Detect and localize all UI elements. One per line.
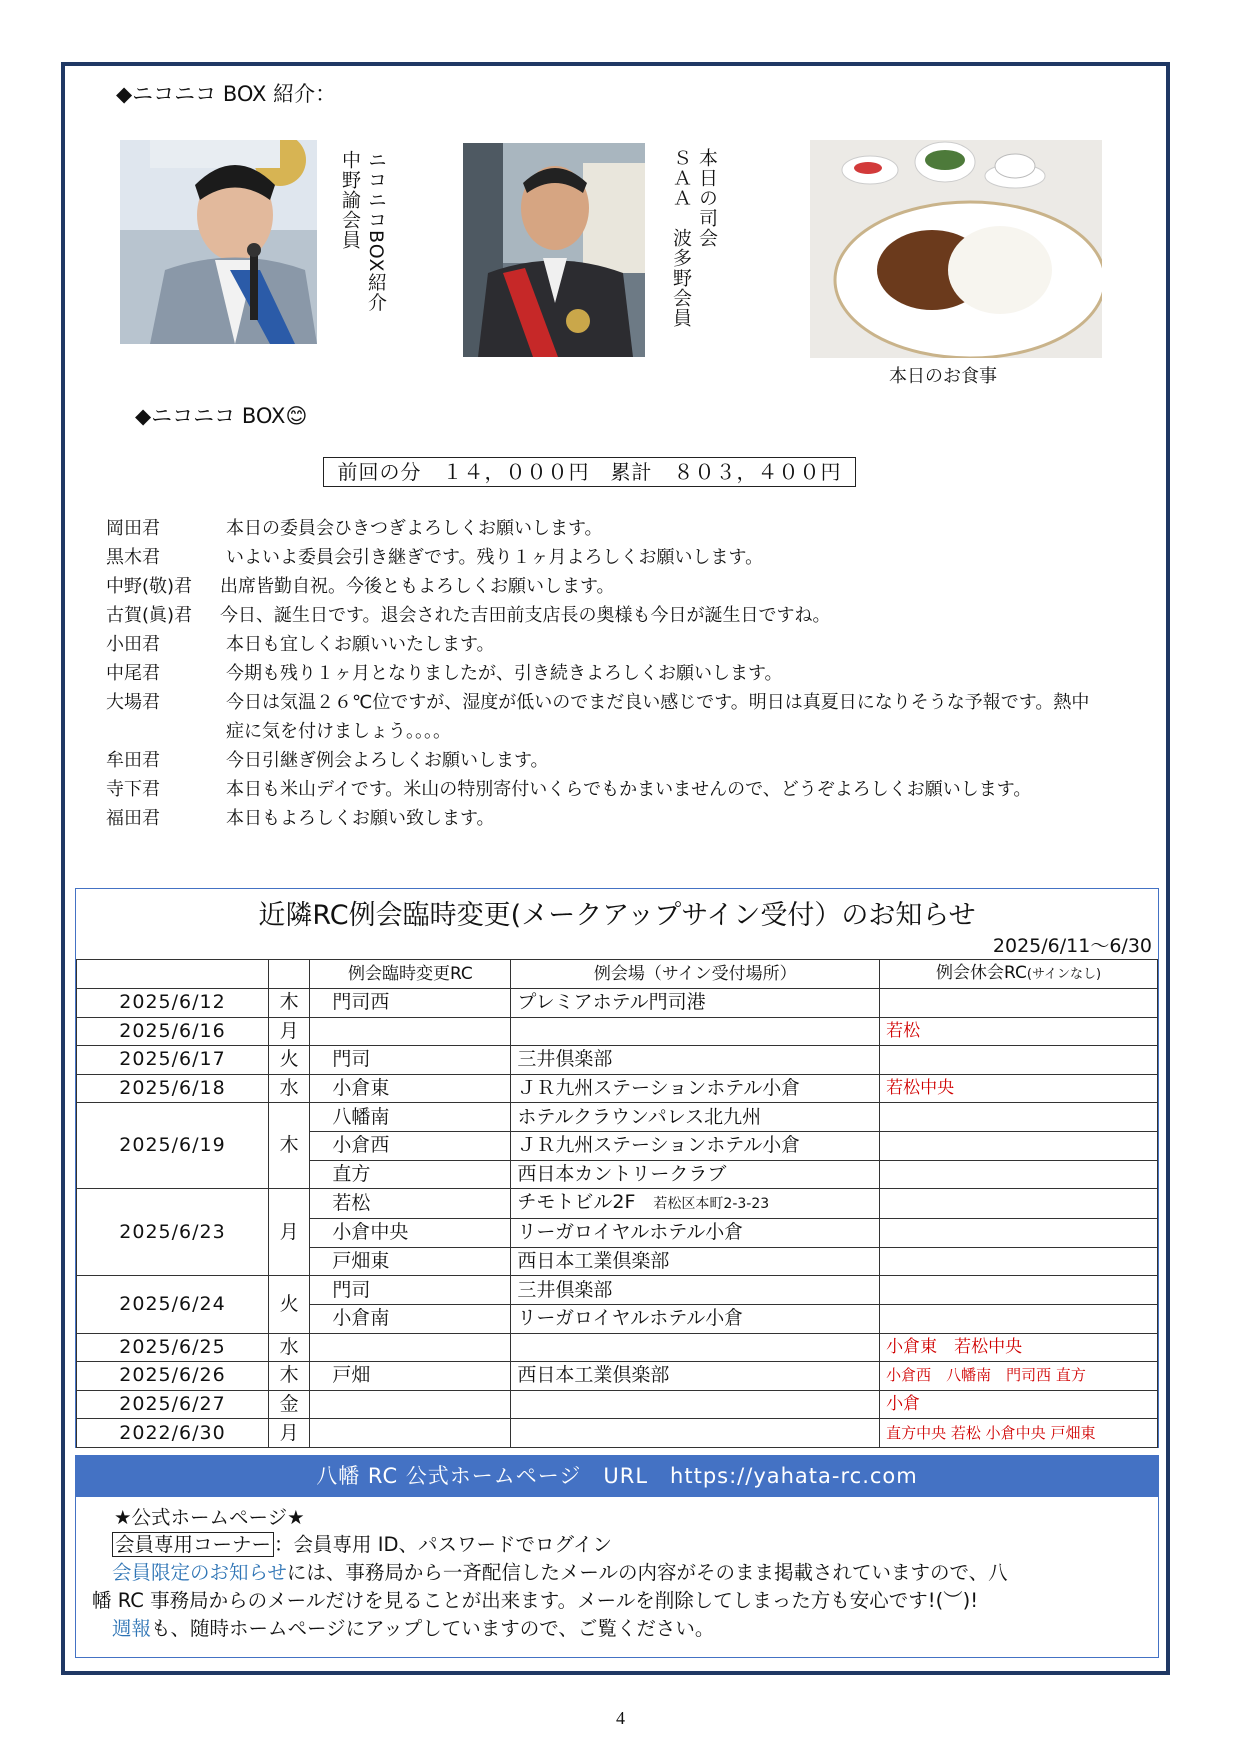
schedule-venue xyxy=(511,1131,880,1160)
message-text: 今期も残り１ヶ月となりましたが、引き続きよろしくお願いします。 xyxy=(226,663,783,684)
schedule-dow: 月 xyxy=(268,1189,309,1276)
schedule-row xyxy=(77,1362,1158,1391)
schedule-date: 2025/6/12 xyxy=(77,989,269,1018)
message-text: 出席皆勤自祝。今後ともよろしくお願いします。 xyxy=(220,576,615,597)
schedule-club: 直方 xyxy=(310,1160,511,1189)
schedule-venue xyxy=(511,1333,880,1362)
schedule-date: 2025/6/26 xyxy=(77,1362,269,1391)
message-row xyxy=(106,775,1106,804)
schedule-club xyxy=(310,1017,511,1046)
homepage-url-bar[interactable]: 八幡 RC 公式ホームページ URL https://yahata-rc.com xyxy=(75,1455,1159,1497)
header-club: 例会臨時変更RC xyxy=(310,960,511,989)
schedule-dow: 火 xyxy=(268,1276,309,1333)
page-number: 4 xyxy=(616,1708,625,1728)
schedule-row xyxy=(77,1046,1158,1075)
schedule-club: 戸畑東 xyxy=(310,1247,511,1276)
makeup-notice xyxy=(75,888,1159,1448)
schedule-club xyxy=(310,1390,511,1419)
schedule-off xyxy=(880,1276,1158,1305)
members-notice-line2: 幡 RC 事務局からのメールだけを見ることが出来ます。メールを削除してしまった方も安心です!(︶)! xyxy=(92,1589,979,1612)
schedule-club: 戸畑 xyxy=(310,1362,511,1391)
schedule-row xyxy=(77,1276,1158,1305)
message-row xyxy=(106,688,1106,746)
schedule-date: 2025/6/25 xyxy=(77,1333,269,1362)
schedule-dow: 水 xyxy=(268,1333,309,1362)
schedule-venue xyxy=(511,1046,880,1075)
header-off-note: (サインなし) xyxy=(1026,967,1102,982)
photo-meal-image xyxy=(810,140,1102,358)
schedule-off: 若松中央 xyxy=(880,1074,1158,1103)
schedule-venue-name: プレミアホテル門司港 xyxy=(517,991,706,1014)
schedule-club: 門司 xyxy=(310,1046,511,1075)
donation-summary: 前回の分 １４，０００円 累計 ８０３，４００円 xyxy=(323,457,856,487)
schedule-venue xyxy=(511,1362,880,1391)
header-off-label: 例会休会RC xyxy=(936,963,1027,983)
schedule-dow: 金 xyxy=(268,1390,309,1419)
message-list xyxy=(106,514,1106,833)
message-name: 古賀(眞)君 xyxy=(106,605,193,626)
schedule-date: 2025/6/16 xyxy=(77,1017,269,1046)
message-name: 中野(敬)君 xyxy=(106,576,193,597)
photo-nakano-caption xyxy=(337,150,389,360)
schedule-date: 2025/6/18 xyxy=(77,1074,269,1103)
schedule-date: 2025/6/27 xyxy=(77,1390,269,1419)
schedule-off xyxy=(880,1160,1158,1189)
schedule-off: 若松 xyxy=(880,1017,1158,1046)
schedule-row xyxy=(77,1074,1158,1103)
schedule-off: 直方中央 若松 小倉中央 戸畑東 xyxy=(880,1419,1158,1448)
nico-intro-heading: ◆ニコニコ BOX 紹介： xyxy=(116,82,337,106)
message-row xyxy=(106,746,1106,775)
schedule-off xyxy=(880,1304,1158,1333)
message-text: 今日は気温２６℃位ですが、湿度が低いのでまだ良い感じです。明日は真夏日になりそうな予報です。熱中症に気を付けましょう。。。。 xyxy=(226,692,1090,742)
photo-hatano-caption-line2: ＳＡＡ 波多野会員 xyxy=(670,148,692,328)
message-text: いよいよ委員会引き継ぎです。残り１ヶ月よろしくお願いします。 xyxy=(226,547,764,568)
message-text: 本日の委員会ひきつぎよろしくお願いします。 xyxy=(226,518,603,539)
schedule-venue-name: ホテルクラウンパレス北九州 xyxy=(517,1105,762,1128)
schedule-date: 2025/6/17 xyxy=(77,1046,269,1075)
schedule-off: 小倉西 八幡南 門司西 直方 xyxy=(880,1362,1158,1391)
schedule-off xyxy=(880,1046,1158,1075)
smile-icon: 😊 xyxy=(285,404,308,428)
photo-nakano-caption-line2: 中野諭会員 xyxy=(339,150,361,250)
message-row xyxy=(106,804,1106,833)
homepage-info-box xyxy=(75,1497,1159,1658)
photo-hatano-caption xyxy=(668,148,720,358)
schedule-dow: 月 xyxy=(268,1017,309,1046)
members-notice-label[interactable]: 会員限定のお知らせ xyxy=(112,1561,287,1584)
message-name: 寺下君 xyxy=(106,779,160,800)
members-notice-line xyxy=(112,1559,1008,1587)
message-row xyxy=(106,514,1106,543)
message-row xyxy=(106,543,1106,572)
schedule-venue xyxy=(511,1074,880,1103)
schedule-date: 2022/6/30 xyxy=(77,1419,269,1448)
schedule-venue xyxy=(511,989,880,1018)
message-row xyxy=(106,659,1106,688)
message-name: 大場君 xyxy=(106,692,160,713)
schedule-club: 小倉東 xyxy=(310,1074,511,1103)
message-text: 本日も宜しくお願いいたします。 xyxy=(226,634,495,655)
message-row xyxy=(106,572,1106,601)
schedule-off: 小倉 xyxy=(880,1390,1158,1419)
schedule-date: 2025/6/24 xyxy=(77,1276,269,1333)
schedule-venue-note: 若松区本町2-3-23 xyxy=(653,1196,770,1213)
schedule-row xyxy=(77,1189,1158,1219)
schedule-venue-name: 三井倶楽部 xyxy=(517,1278,613,1301)
photo-meal xyxy=(810,140,1102,358)
schedule-dow: 木 xyxy=(268,1103,309,1189)
schedule-club: 小倉中央 xyxy=(310,1219,511,1248)
schedule-dow: 月 xyxy=(268,1419,309,1448)
message-text: 本日もよろしくお願い致します。 xyxy=(226,808,495,829)
photo-nakano-image xyxy=(120,140,317,344)
schedule-venue-name: 三井倶楽部 xyxy=(517,1048,613,1071)
schedule-row xyxy=(77,1103,1158,1132)
schedule-off: 小倉東 若松中央 xyxy=(880,1333,1158,1362)
schedule-club: 八幡南 xyxy=(310,1103,511,1132)
photo-hatano-image xyxy=(463,143,645,357)
message-text: 本日も米山デイです。米山の特別寄付いくらでもかまいませんので、どうぞよろしくお願いします。 xyxy=(226,779,1032,800)
header-date xyxy=(77,960,269,989)
schedule-dow: 木 xyxy=(268,1362,309,1391)
schedule-venue xyxy=(511,1160,880,1189)
schedule-venue-name: チモトビル2F xyxy=(517,1191,636,1214)
schedule-off xyxy=(880,1131,1158,1160)
schedule-row xyxy=(77,1419,1158,1448)
weekly-report-line xyxy=(112,1615,714,1643)
homepage-heading: ★公式ホームページ★ xyxy=(114,1506,305,1529)
photo-nakano xyxy=(120,140,317,344)
members-corner-line xyxy=(112,1531,612,1559)
members-notice-text: には、事務局から一斉配信したメールの内容がそのまま掲載されていますので、八 xyxy=(286,1561,1008,1584)
schedule-row xyxy=(77,1333,1158,1362)
schedule-club: 若松 xyxy=(310,1189,511,1219)
schedule-venue xyxy=(511,1103,880,1132)
schedule-row xyxy=(77,1390,1158,1419)
message-name: 牟田君 xyxy=(106,750,160,771)
notice-title: 近隣RC例会臨時変更(メークアップサイン受付）のお知らせ xyxy=(258,900,976,931)
message-row xyxy=(106,630,1106,659)
message-name: 福田君 xyxy=(106,808,160,829)
schedule-venue-name: 西日本工業倶楽部 xyxy=(517,1364,670,1387)
schedule-club: 門司西 xyxy=(310,989,511,1018)
schedule-row xyxy=(77,1017,1158,1046)
schedule-club xyxy=(310,1333,511,1362)
schedule-off xyxy=(880,1247,1158,1276)
schedule-venue xyxy=(511,1419,880,1448)
weekly-report-text: も、随時ホームページにアップしていますので、ご覧ください。 xyxy=(151,1617,715,1640)
photo-nakano-caption-line1: ニコニコBOX紹介 xyxy=(365,150,387,313)
schedule-club xyxy=(310,1419,511,1448)
schedule-venue-name: リーガロイヤルホテル小倉 xyxy=(517,1307,744,1330)
schedule-dow: 火 xyxy=(268,1046,309,1075)
message-text: 今日引継ぎ例会よろしくお願いします。 xyxy=(226,750,549,771)
schedule-venue xyxy=(511,1017,880,1046)
nico-box-heading xyxy=(135,400,307,430)
message-name: 小田君 xyxy=(106,634,160,655)
header-off xyxy=(880,960,1158,989)
message-name: 黒木君 xyxy=(106,547,160,568)
schedule-date: 2025/6/19 xyxy=(77,1103,269,1189)
weekly-report-label[interactable]: 週報 xyxy=(112,1617,152,1640)
schedule-venue xyxy=(511,1189,880,1219)
schedule-table xyxy=(76,959,1158,1448)
photo-hatano-caption-line1: 本日の司会 xyxy=(696,148,718,248)
schedule-club: 小倉南 xyxy=(310,1304,511,1333)
schedule-venue xyxy=(511,1247,880,1276)
header-venue: 例会場（サイン受付場所） xyxy=(511,960,880,989)
members-corner-label[interactable]: 会員専用コーナー xyxy=(112,1532,274,1557)
photo-hatano xyxy=(463,143,645,357)
schedule-venue-name: ＪＲ九州ステーションホテル小倉 xyxy=(517,1077,801,1100)
schedule-off xyxy=(880,1103,1158,1132)
schedule-venue xyxy=(511,1390,880,1419)
members-corner-text: ：会員専用 ID、パスワードでログイン xyxy=(274,1533,613,1556)
schedule-venue xyxy=(511,1276,880,1305)
schedule-off xyxy=(880,989,1158,1018)
schedule-row xyxy=(77,989,1158,1018)
photo-meal-caption: 本日のお食事 xyxy=(889,366,997,387)
schedule-date: 2025/6/23 xyxy=(77,1189,269,1276)
header-dow xyxy=(268,960,309,989)
nico-box-heading-text: ◆ニコニコ BOX xyxy=(135,404,286,428)
message-row xyxy=(106,601,1106,630)
schedule-venue-name: 西日本カントリークラブ xyxy=(517,1162,727,1185)
schedule-club: 門司 xyxy=(310,1276,511,1305)
schedule-venue xyxy=(511,1219,880,1248)
schedule-venue-name: ＪＲ九州ステーションホテル小倉 xyxy=(517,1134,801,1157)
message-text: 今日、誕生日です。退会された吉田前支店長の奥様も今日が誕生日ですね。 xyxy=(220,605,831,626)
schedule-venue xyxy=(511,1304,880,1333)
schedule-header-row xyxy=(77,960,1158,989)
schedule-dow: 水 xyxy=(268,1074,309,1103)
schedule-dow: 木 xyxy=(268,989,309,1018)
schedule-venue-name: 西日本工業倶楽部 xyxy=(517,1250,670,1273)
schedule-off xyxy=(880,1189,1158,1219)
schedule-club: 小倉西 xyxy=(310,1131,511,1160)
message-name: 岡田君 xyxy=(106,518,160,539)
notice-date-range: 2025/6/11～6/30 xyxy=(992,935,1152,957)
schedule-venue-name: リーガロイヤルホテル小倉 xyxy=(517,1221,744,1244)
schedule-off xyxy=(880,1219,1158,1248)
message-name: 中尾君 xyxy=(106,663,160,684)
